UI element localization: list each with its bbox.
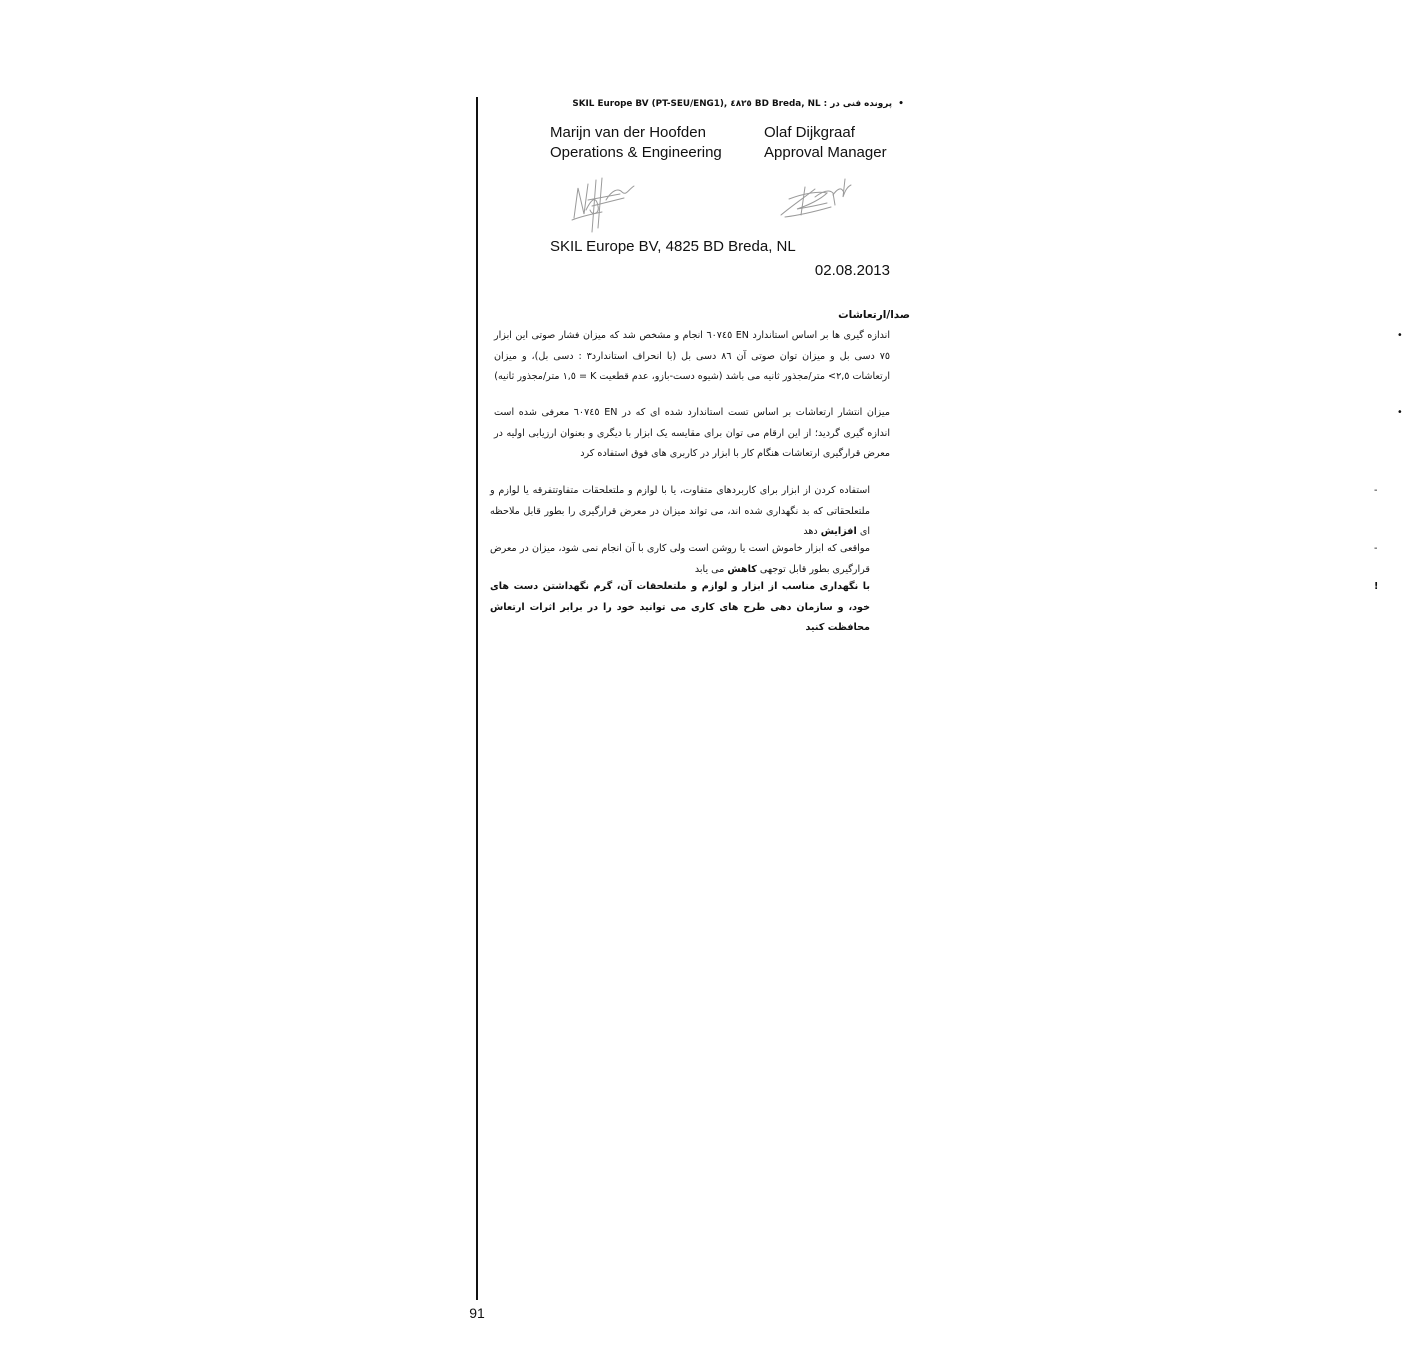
list-item-text: مواقعی که ابزار خاموش است یا روشن است ولی کاری با آن انجام نمی شود، میزان در معرض قرارگیری بطور قابل توجهی [490, 543, 870, 575]
list-item-text: استفاده کردن از ابزار برای کاربردهای متفاوت، یا با لوازم و ملتعلحقات متفاوتتفرقه یا لوازم و ملتعلحقاتی که بد نگهداری شده اند، می تواند میزان در معرض قرارگیری را بطور قابل ملاحظه ای [490, 485, 870, 537]
declaration-date: 02.08.2013 [814, 262, 890, 279]
list-item-text: اندازه گیری ها بر اساس استاندارد EN ٦٠٧٤٥ انجام و مشخص شد که میزان فشار صوتی این ابزار ٧٥ دسی بل و میزان توان صوتی آن ٨٦ دسی بل (با انحراف استاندارد٣ : دسی بل)، و میزان ارتعاشات ٢,٥> متر/مجذور ثانیه می باشد (شیوه دست-بازو، عدم قطعیت K = ١,٥ متر/مجذور ثانیه) [494, 330, 891, 382]
emphasis-text: افزایش [820, 526, 857, 537]
section-heading: صدا/ارتعاشات [838, 309, 910, 321]
signature-right-image [775, 175, 855, 223]
bullet-marker: • [1397, 330, 1403, 341]
emphasis-text: کاهش [727, 563, 757, 575]
dash-marker: - [1374, 485, 1378, 496]
list-item [494, 403, 1403, 465]
signatory-title: Approval Manager [764, 144, 887, 161]
dash-marker: - [1374, 543, 1378, 554]
list-item-text: میزان انتشار ارتعاشات بر اساس تست استاندارد شده ای که در EN ٦٠٧٤٥ معرفی شده است اندازه گیری گردید؛ از این ارقام می توان برای مقایسه یک ابزار با دیگری و بعنوان ارزیابی اولیه در معرض قرارگیری ارتعاشات هنگام کار با ابزار در کاربری های فوق استفاده کرد [494, 407, 890, 459]
list-item-paragraph [490, 539, 870, 580]
technical-file-address: SKIL Europe BV (PT-SEU/ENG1), ٤٨٢٥ BD Breda, NL : [572, 99, 828, 109]
column-divider [476, 97, 478, 1300]
technical-file-line [490, 99, 910, 109]
warning-text: با نگهداری مناسب از ابزار و لوازم و ملتعلحقات آن، گرم نگهداشتن دست های خود، و سازمان دهی طرح های کاری می توانید خود را در برابر اثرات ارتعاش محافظت کنید [490, 581, 870, 633]
bullet-marker: • [1397, 407, 1403, 418]
signatory-right [764, 123, 887, 163]
bullet-marker: • [898, 99, 904, 109]
warning-marker: ! [1374, 581, 1379, 592]
list-item-tail: دهد [803, 526, 818, 537]
list-item-tail: می یابد [694, 563, 725, 575]
warning-item [490, 577, 1379, 639]
list-item-paragraph [490, 481, 870, 543]
signatory-title: Operations & Engineering [550, 144, 722, 161]
signatory-name: Marijn van der Hoofden [550, 124, 706, 141]
list-item [494, 326, 1403, 388]
list-item [490, 539, 1378, 580]
company-address: SKIL Europe BV, 4825 BD Breda, NL [550, 238, 796, 255]
page-number: 91 [469, 1305, 485, 1321]
signatory-left [550, 123, 722, 163]
signature-left-image [562, 170, 642, 234]
signatory-name: Olaf Dijkgraaf [764, 124, 855, 141]
technical-file-label: پرونده فنی در [830, 99, 892, 109]
list-item [490, 481, 1378, 543]
